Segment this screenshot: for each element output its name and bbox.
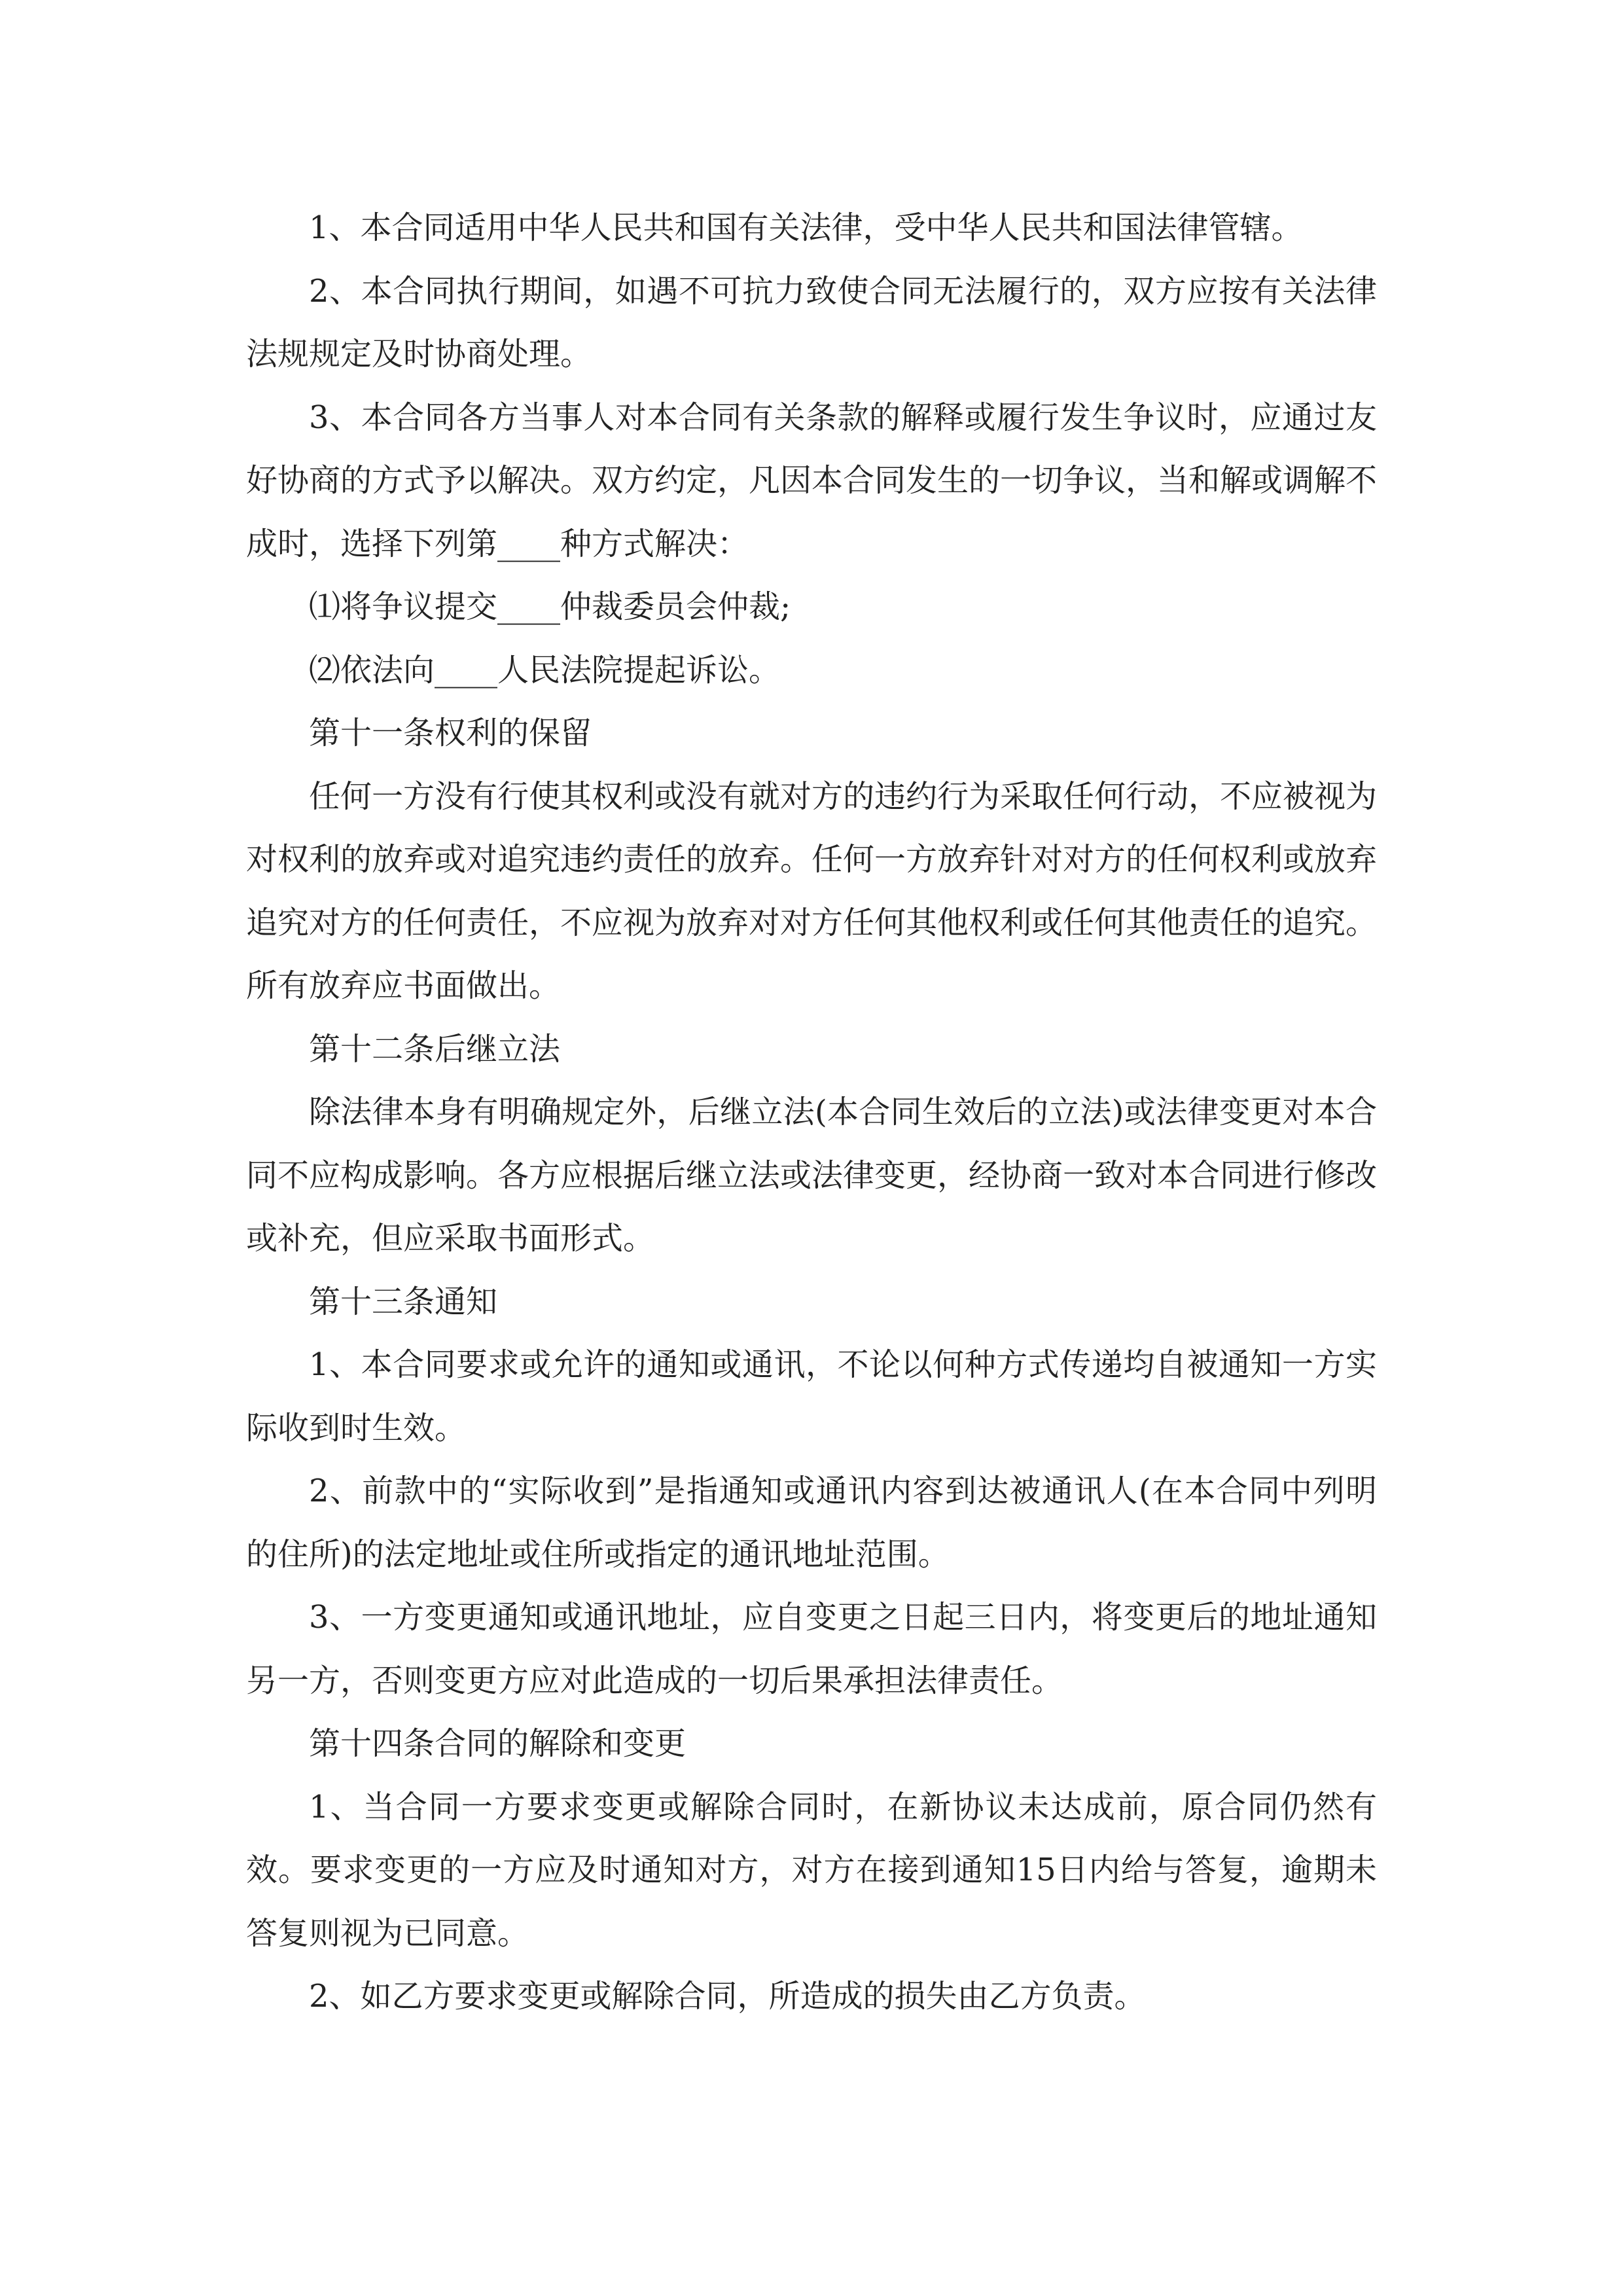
article-12-body: 除法律本身有明确规定外，后继立法(本合同生效后的立法)或法律变更对本合同不应构成影响。各方应根据后继立法或法律变更，经协商一致对本合同进行修改或补充，但应采取书面形式。 [246,1094,1378,1257]
article-13-item-1: 1、本合同要求或允许的通知或通讯，不论以何种方式传递均自被通知一方实际收到时生效。 [246,1346,1377,1446]
article-14-item-1: 1、当合同一方要求变更或解除合同时，在新协议未达成前，原合同仍然有效。要求变更的一方应及时通知对方，对方在接到通知15日内给与答复，逾期未答复则视为已同意。 [246,1788,1377,1952]
article-12-heading: 第十二条后继立法 [309,1030,561,1067]
clause-governing-law: 1、本合同适用中华人民共和国有关法律，受中华人民共和国法律管辖。 [309,209,1303,246]
article-14-heading: 第十四条合同的解除和变更 [309,1725,687,1762]
clause-force-majeure: 2、本合同执行期间，如遇不可抗力致使合同无法履行的，双方应按有关法律法规规定及时协商处理。 [246,272,1377,372]
article-13-item-3: 3、一方变更通知或通讯地址，应自变更之日起三日内，将变更后的地址通知另一方，否则变更方应对此造成的一切后果承担法律责任。 [246,1599,1377,1699]
clause-dispute-resolution: 3、本合同各方当事人对本合同有关条款的解释或履行发生争议时，应通过友好协商的方式予以解决。双方约定，凡因本合同发生的一切争议，当和解或调解不成时，选择下列第____种方式解决： [246,399,1378,562]
article-13-heading: 第十三条通知 [309,1283,498,1320]
article-14-item-2: 2、如乙方要求变更或解除合同，所造成的损失由乙方负责。 [309,1978,1146,2015]
article-11-heading: 第十一条权利的保留 [309,715,592,751]
dispute-option-litigation: ⑵依法向____人民法院提起诉讼。 [309,651,781,689]
dispute-option-arbitration: ⑴将争议提交____仲裁委员会仲裁; [309,588,791,625]
article-11-body: 任何一方没有行使其权利或没有就对方的违约行为采取任何行动，不应被视为对权利的放弃或对追究违约责任的放弃。任何一方放弃针对对方的任何权利或放弃追究对方的任何责任，不应视为放弃对对方任何其他权利或任何其他责任的追究。所有放弃应书面做出。 [246,778,1378,1004]
article-13-item-2: 2、前款中的“实际收到”是指通知或通讯内容到达被通讯人(在本合同中列明的住所)的法定地址或住所或指定的通讯地址范围。 [246,1473,1377,1573]
document-body [246,196,1377,2028]
